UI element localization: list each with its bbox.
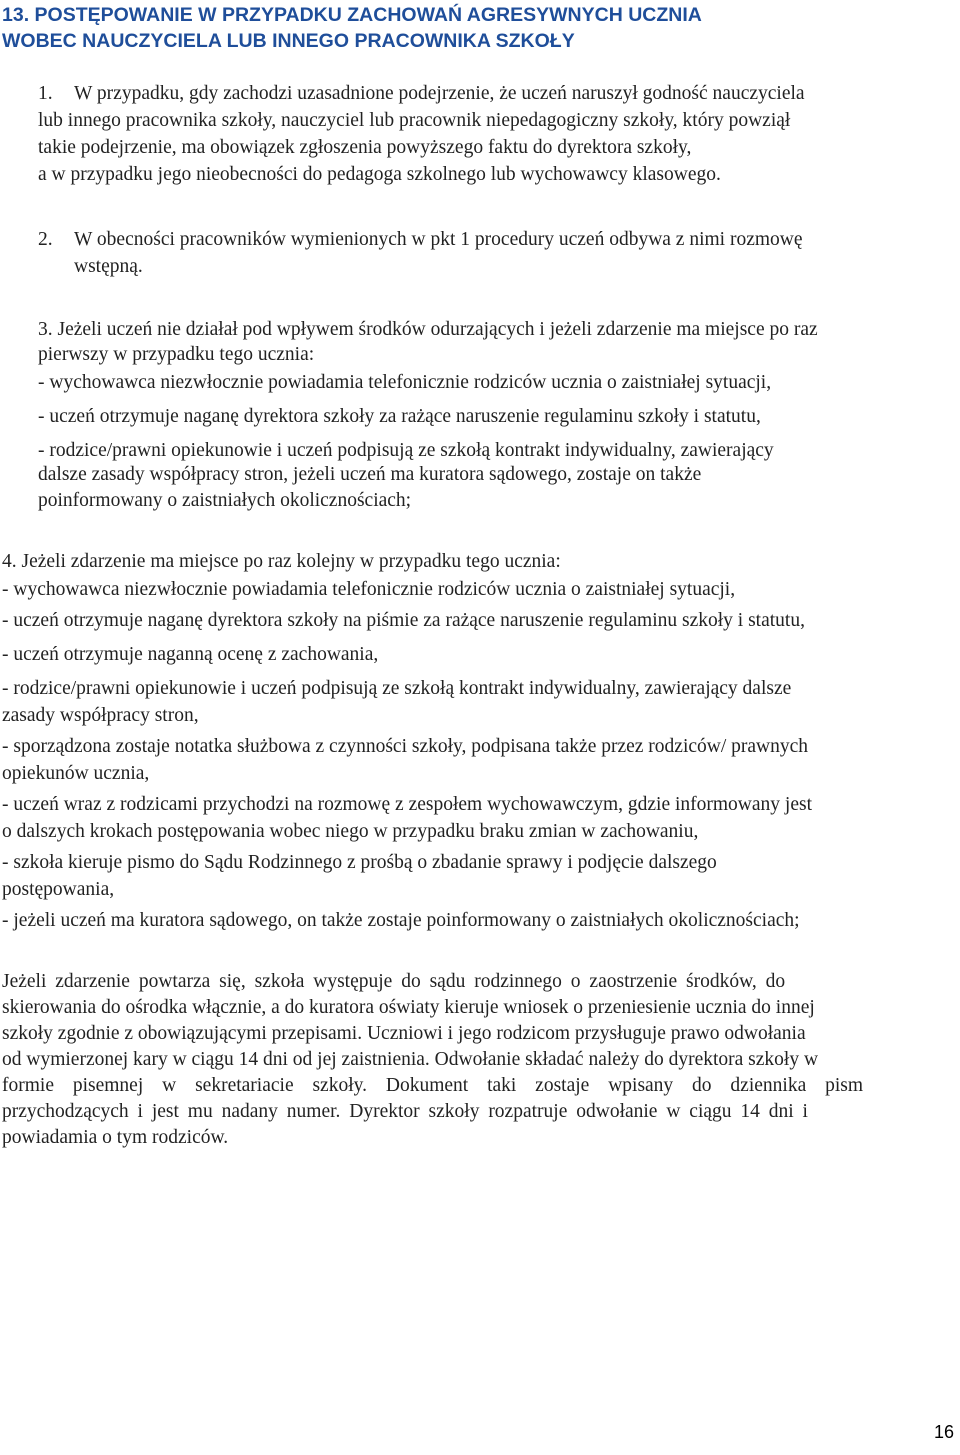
point-1-line: lub innego pracownika szkoły, nauczyciel lub pracownik niepedagogiczny szkoły, który powziął [38, 110, 791, 131]
point-3-number: 3. [38, 319, 53, 340]
point-1-line: takie podejrzenie, ma obowiązek zgłoszenia powyższego faktu do dyrektora szkoły, [38, 137, 692, 158]
point-1-line: a w przypadku jego nieobecności do pedagoga szkolnego lub wychowawcy klasowego. [38, 164, 721, 185]
closing-line: od wymierzonej kary w ciągu 14 dni od jej zaistnienia. Odwołanie składać należy do dyrektora szkoły w [2, 1049, 819, 1070]
closing-line: powiadamia o tym rodziców. [2, 1127, 229, 1148]
point-3 [38, 318, 958, 513]
point-2-number: 2. [38, 229, 53, 250]
point-3-line: - rodzice/prawni opiekunowie i uczeń podpisują ze szkołą kontrakt indywidualny, zawierający [38, 440, 774, 461]
closing-line: przychodzących i jest mu nadany numer. Dyrektor szkoły rozpatruje odwołanie w ciągu 14 dni i [2, 1101, 808, 1122]
point-4-line: - szkoła kieruje pismo do Sądu Rodzinnego z prośbą o zbadanie sprawy i podjęcie dalszego [2, 852, 717, 873]
point-3-line: Jeżeli uczeń nie działał pod wpływem środków odurzających i jeżeli zdarzenie ma miejsce po raz [57, 319, 818, 340]
closing-line: formie pisemnej w sekretariacie szkoły. Dokument taki zostaje wpisany do dziennika pism [2, 1075, 864, 1096]
point-3-line: - uczeń otrzymuje naganę dyrektora szkoły za rażące naruszenie regulaminu szkoły i statutu, [38, 406, 761, 427]
closing-line: szkoły zgodnie z obowiązującymi przepisami. Uczniowi i jego rodzicom przysługuje prawo odwołania [2, 1023, 806, 1044]
point-4-line: postępowania, [2, 879, 115, 900]
point-4-line: - uczeń otrzymuje naganną ocenę z zachowania, [2, 644, 379, 665]
closing-paragraph [2, 970, 957, 1150]
point-3-line: pierwszy w przypadku tego ucznia: [38, 344, 315, 365]
point-3-line: dalsze zasady współpracy stron, jeżeli uczeń ma kuratora sądowego, zostaje on także [38, 464, 702, 485]
point-2-line: W obecności pracowników wymienionych w pkt 1 procedury uczeń odbywa z nimi rozmowę [74, 229, 803, 250]
point-4-line: - uczeń otrzymuje naganę dyrektora szkoły na piśmie za rażące naruszenie regulaminu szkoły i statutu, [2, 610, 805, 631]
point-1-number: 1. [38, 83, 53, 104]
heading-line-2: WOBEC NAUCZYCIELA LUB INNEGO PRACOWNIKA SZKOŁY [2, 30, 575, 52]
closing-line: skierowania do ośrodka włącznie, a do kuratora oświaty kieruje wniosek o przeniesienie ucznia do innej [2, 997, 815, 1018]
section-heading [2, 2, 952, 54]
closing-line: Jeżeli zdarzenie powtarza się, szkoła występuje do sądu rodzinnego o zaostrzenie środków, do [2, 971, 786, 992]
point-4-line: - uczeń wraz z rodzicami przychodzi na rozmowę z zespołem wychowawczym, gdzie informowany jest [2, 794, 812, 815]
point-4-line: zasady współpracy stron, [2, 705, 199, 726]
point-4-line: 4. Jeżeli zdarzenie ma miejsce po raz kolejny w przypadku tego ucznia: [2, 551, 561, 572]
heading-line-1: 13. POSTĘPOWANIE W PRZYPADKU ZACHOWAŃ AGRESYWNYCH UCZNIA [2, 4, 702, 26]
page-number: 16 [933, 1422, 954, 1442]
point-2-line: wstępną. [74, 256, 143, 277]
point-3-line: - wychowawca niezwłocznie powiadamia telefonicznie rodziców ucznia o zaistniałej sytuacji, [38, 372, 772, 393]
point-4-line: - wychowawca niezwłocznie powiadamia telefonicznie rodziców ucznia o zaistniałej sytuacji, [2, 579, 736, 600]
point-3-line: poinformowany o zaistniałych okolicznościach; [38, 490, 412, 511]
point-4-line: - rodzice/prawni opiekunowie i uczeń podpisują ze szkołą kontrakt indywidualny, zawierający dalsze [2, 678, 792, 699]
point-4-line: opiekunów ucznia, [2, 763, 150, 784]
point-4 [2, 550, 957, 933]
point-4-line: - sporządzona zostaje notatka służbowa z czynności szkoły, podpisana także przez rodziców/ prawnych [2, 736, 809, 757]
point-1-line: W przypadku, gdy zachodzi uzasadnione podejrzenie, że uczeń naruszył godność nauczyciela [74, 83, 805, 104]
point-4-line: o dalszych krokach postępowania wobec niego w przypadku braku zmian w zachowaniu, [2, 821, 699, 842]
point-4-line: - jeżeli uczeń ma kuratora sądowego, on także zostaje poinformowany o zaistniałych okolicznościach; [2, 910, 800, 931]
